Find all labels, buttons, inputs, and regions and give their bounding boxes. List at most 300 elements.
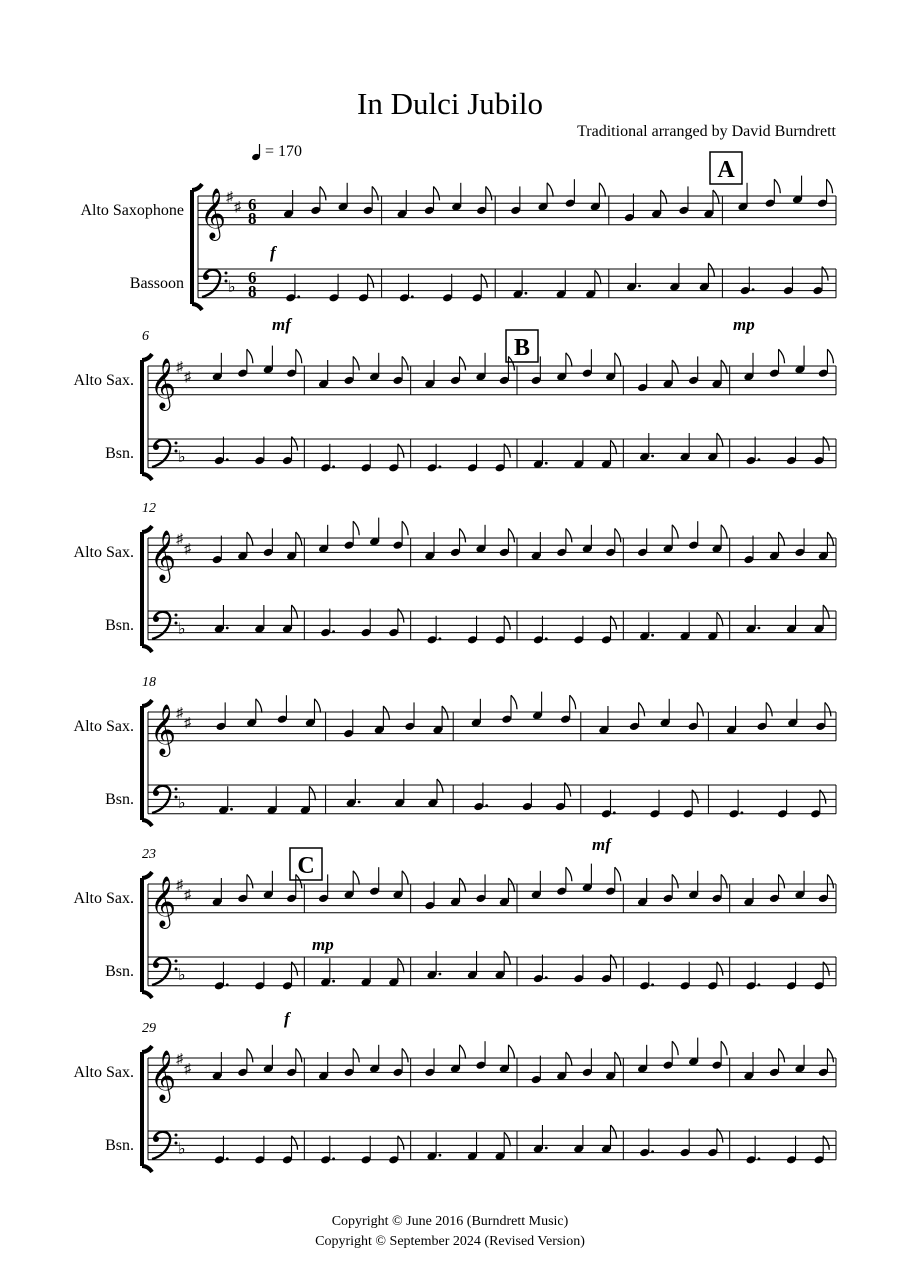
dot xyxy=(545,462,548,465)
measure-number: 6 xyxy=(142,329,149,344)
flag xyxy=(827,349,833,363)
bassoon-note xyxy=(585,270,601,299)
dot xyxy=(226,458,229,461)
flag xyxy=(256,699,262,713)
sax-note xyxy=(637,364,648,393)
dot xyxy=(758,983,761,986)
bassoon-note xyxy=(533,1125,548,1154)
bassoon-note xyxy=(573,1125,584,1154)
dot xyxy=(613,811,616,814)
bassoon-note xyxy=(680,962,691,991)
sax-note xyxy=(663,525,679,554)
bassoon-note xyxy=(556,270,567,299)
sax-note xyxy=(499,878,515,907)
sax-note xyxy=(450,878,466,907)
bassoon-note xyxy=(626,263,641,292)
treble-clef-icon: 𝄞 xyxy=(150,531,177,580)
bass-clef-dot xyxy=(153,444,159,450)
flag xyxy=(247,874,253,888)
flag xyxy=(402,521,408,535)
bassoon-note xyxy=(267,786,278,815)
sax-staff xyxy=(148,1058,836,1087)
sax-note xyxy=(794,871,805,900)
dot xyxy=(332,980,335,983)
instrument-name-sax: Alto Sax. xyxy=(73,372,134,389)
time-sig-numerator: 6 xyxy=(248,195,257,214)
dot xyxy=(525,292,528,295)
sax-note xyxy=(624,194,635,223)
bassoon-note xyxy=(394,779,405,808)
rehearsal-mark xyxy=(710,152,742,184)
treble-clef-icon: 𝄞 xyxy=(150,1051,177,1100)
flag xyxy=(615,353,621,367)
sax-note xyxy=(424,882,435,911)
sax-note xyxy=(286,532,302,561)
copyright-footer xyxy=(0,1212,900,1252)
flag xyxy=(460,878,466,892)
sax-note xyxy=(582,1048,593,1077)
sax-note xyxy=(475,353,486,382)
flag xyxy=(460,1045,466,1059)
bassoon-note xyxy=(786,962,797,991)
bass-clef-dot xyxy=(203,274,209,280)
flag xyxy=(434,186,440,200)
flag xyxy=(599,183,605,197)
sax-note xyxy=(688,356,699,385)
sharp-icon: ♯ xyxy=(184,542,191,557)
bassoon-staff xyxy=(148,439,836,468)
sax-staff xyxy=(148,538,836,567)
composer-credit: Traditional arranged by David Burndrett xyxy=(577,123,836,140)
bass-clef-dot xyxy=(175,960,178,963)
flag xyxy=(296,349,302,363)
sax-note xyxy=(246,699,262,728)
flag xyxy=(508,1045,514,1059)
dynamic-marking: f xyxy=(284,1009,290,1028)
dot xyxy=(297,295,300,298)
bassoon-note xyxy=(254,962,265,991)
flag xyxy=(309,786,315,800)
flag xyxy=(508,878,514,892)
flag xyxy=(717,612,723,626)
bassoon-note xyxy=(573,440,584,469)
flag xyxy=(827,532,833,546)
bass-clef-dot xyxy=(175,442,178,445)
bassoon-note xyxy=(328,274,339,303)
bassoon-note xyxy=(361,1136,372,1165)
sax-note xyxy=(369,353,380,382)
instrument-name-sax: Alto Sax. xyxy=(73,890,134,907)
flag xyxy=(661,190,667,204)
flag xyxy=(570,695,576,709)
sharp-icon: ♯ xyxy=(226,190,233,205)
dot xyxy=(439,465,442,468)
bassoon-note xyxy=(533,440,548,469)
sax-note xyxy=(263,871,274,900)
sax-note xyxy=(688,521,699,550)
flag xyxy=(353,1048,359,1062)
dynamic-marking: mf xyxy=(272,315,291,334)
flat-icon: ♭ xyxy=(228,279,236,296)
sax-note xyxy=(711,525,727,554)
sax-note xyxy=(532,692,543,721)
bass-clef-dot xyxy=(153,616,159,622)
flat-icon: ♭ xyxy=(178,449,186,466)
sax-note xyxy=(432,706,448,735)
sax-note xyxy=(374,706,390,735)
bassoon-note xyxy=(573,955,584,984)
flag xyxy=(383,706,389,720)
sax-note xyxy=(263,346,274,375)
dot xyxy=(439,1154,442,1157)
flag xyxy=(825,702,831,716)
sax-note xyxy=(637,1045,648,1074)
bassoon-note xyxy=(786,437,797,466)
flag xyxy=(595,270,601,284)
flag xyxy=(296,1048,302,1062)
sax-note xyxy=(794,528,805,557)
dot xyxy=(358,801,361,804)
flag xyxy=(717,433,723,447)
bassoon-note xyxy=(346,779,361,808)
dot xyxy=(332,1157,335,1160)
sax-note xyxy=(678,186,689,215)
flag xyxy=(460,528,466,542)
sax-note xyxy=(212,536,223,565)
flag xyxy=(437,779,443,793)
sax-note xyxy=(711,360,727,389)
bass-clef-dot xyxy=(153,790,159,796)
dynamic-marking: f xyxy=(270,243,276,262)
instrument-name-bassoon: Bsn. xyxy=(105,1137,134,1154)
bassoon-note xyxy=(442,274,453,303)
sax-note xyxy=(212,1052,223,1081)
time-sig-numerator: 6 xyxy=(248,268,257,287)
bassoon-note xyxy=(745,605,760,634)
instrument-name-sax: Alto Sax. xyxy=(73,544,134,561)
sax-note xyxy=(510,186,521,215)
tempo-value: = 170 xyxy=(265,143,303,160)
flag xyxy=(615,867,621,881)
treble-clef-icon: 𝄞 xyxy=(200,189,227,238)
bassoon-staff xyxy=(148,957,836,986)
bassoon-note xyxy=(814,605,830,634)
flag xyxy=(721,360,727,374)
flag xyxy=(504,1132,510,1146)
flag xyxy=(296,532,302,546)
dot xyxy=(758,458,761,461)
bassoon-note xyxy=(214,605,229,634)
bassoon-note xyxy=(680,612,691,641)
dot xyxy=(439,973,442,976)
sax-note xyxy=(590,183,606,212)
sharp-icon: ♯ xyxy=(176,706,183,721)
bassoon-note xyxy=(680,433,691,462)
instrument-name-sax: Alto Saxophone xyxy=(80,202,184,219)
flag xyxy=(508,528,514,542)
flag xyxy=(827,179,833,193)
bassoon-note xyxy=(573,616,584,645)
dot xyxy=(651,1150,654,1153)
flag xyxy=(566,528,572,542)
sharp-icon: ♯ xyxy=(184,370,191,385)
sax-note xyxy=(743,878,754,907)
instrument-name-sax: Alto Sax. xyxy=(73,718,134,735)
flag xyxy=(672,874,678,888)
sax-note xyxy=(424,1048,435,1077)
bassoon-note xyxy=(361,444,372,473)
sax-note xyxy=(531,871,542,900)
dot xyxy=(545,976,548,979)
bassoon-note xyxy=(699,263,715,292)
bassoon-note xyxy=(467,616,478,645)
flag xyxy=(611,440,617,454)
flag xyxy=(320,186,326,200)
bassoon-note xyxy=(467,1132,478,1161)
bassoon-note xyxy=(300,786,316,815)
sax-note xyxy=(743,1052,754,1081)
flag xyxy=(511,695,517,709)
flag xyxy=(779,349,785,363)
flag xyxy=(779,1048,785,1062)
bassoon-note xyxy=(254,605,265,634)
flag xyxy=(402,356,408,370)
sharp-icon: ♯ xyxy=(176,532,183,547)
dot xyxy=(651,455,654,458)
bassoon-note xyxy=(639,433,654,462)
dot xyxy=(226,983,229,986)
sax-note xyxy=(582,864,593,893)
flag xyxy=(611,1125,617,1139)
sax-note xyxy=(475,874,486,903)
flag xyxy=(372,186,378,200)
sax-note xyxy=(769,532,785,561)
bassoon-note xyxy=(361,609,372,638)
sax-note xyxy=(263,528,274,557)
bass-clef-dot xyxy=(175,614,178,617)
flag xyxy=(672,360,678,374)
sax-note xyxy=(565,179,576,208)
sax-note xyxy=(605,1052,621,1081)
instrument-name-bassoon: Bsn. xyxy=(105,445,134,462)
sax-note xyxy=(537,183,553,212)
sax-note xyxy=(369,867,380,896)
sax-note xyxy=(726,706,737,735)
flat-icon: ♭ xyxy=(178,1141,186,1158)
flag xyxy=(292,605,298,619)
time-sig-denominator: 8 xyxy=(248,209,257,228)
flag xyxy=(823,605,829,619)
bassoon-note xyxy=(254,437,265,466)
sax-note xyxy=(605,353,621,382)
dynamic-marking: mp xyxy=(312,935,334,954)
rehearsal-mark xyxy=(290,848,322,880)
sax-staff xyxy=(148,366,836,395)
sax-note xyxy=(499,1045,515,1074)
dot xyxy=(485,804,488,807)
dot xyxy=(230,808,233,811)
sax-note xyxy=(212,353,223,382)
sax-note xyxy=(212,878,223,907)
sax-note xyxy=(475,1041,486,1070)
sax-note xyxy=(283,190,294,219)
flag xyxy=(615,1052,621,1066)
flag xyxy=(721,874,727,888)
flag xyxy=(672,525,678,539)
flag xyxy=(247,349,253,363)
sax-note xyxy=(424,532,435,561)
sax-note xyxy=(688,871,699,900)
sax-note xyxy=(637,528,648,557)
sax-note xyxy=(369,1045,380,1074)
flag xyxy=(672,1041,678,1055)
bassoon-note xyxy=(786,1136,797,1165)
dot xyxy=(439,637,442,640)
sax-note xyxy=(688,1038,699,1067)
sax-note xyxy=(475,525,486,554)
rehearsal-letter: B xyxy=(513,335,531,361)
sax-note xyxy=(471,699,482,728)
sharp-icon: ♯ xyxy=(176,1052,183,1067)
dot xyxy=(332,465,335,468)
dot xyxy=(651,634,654,637)
flat-icon: ♭ xyxy=(178,621,186,638)
flag xyxy=(402,1048,408,1062)
sax-note xyxy=(598,706,609,735)
sax-note xyxy=(343,710,354,739)
flag xyxy=(314,699,320,713)
sax-note xyxy=(451,183,462,212)
flag xyxy=(566,867,572,881)
sax-note xyxy=(277,695,288,724)
bassoon-note xyxy=(522,783,533,812)
flag xyxy=(460,356,466,370)
bass-clef-dot xyxy=(153,1136,159,1142)
instrument-name-bassoon: Bassoon xyxy=(129,275,184,292)
instrument-name-sax: Alto Sax. xyxy=(73,1064,134,1081)
bassoon-note xyxy=(707,433,723,462)
sax-note xyxy=(404,702,415,731)
bassoon-note xyxy=(320,958,335,987)
flag xyxy=(247,1048,253,1062)
bassoon-note xyxy=(680,1129,691,1158)
bassoon-note xyxy=(707,612,723,641)
instrument-name-bassoon: Bsn. xyxy=(105,617,134,634)
flat-icon: ♭ xyxy=(178,967,186,984)
flag xyxy=(566,1052,572,1066)
flag xyxy=(827,874,833,888)
sax-note xyxy=(556,1052,572,1081)
sax-note xyxy=(787,699,798,728)
flag xyxy=(721,525,727,539)
flag xyxy=(697,702,703,716)
sax-note xyxy=(531,356,542,385)
flag xyxy=(708,263,714,277)
flag xyxy=(353,521,359,535)
treble-clef-icon: 𝄞 xyxy=(150,877,177,926)
flag xyxy=(639,702,645,716)
bassoon-note xyxy=(601,1125,617,1154)
bassoon-note xyxy=(388,958,404,987)
dynamic-marking: mp xyxy=(733,315,755,334)
flag xyxy=(247,532,253,546)
bassoon-note xyxy=(512,270,527,299)
sax-note xyxy=(344,871,360,900)
rehearsal-mark xyxy=(506,330,538,362)
sax-note xyxy=(305,699,321,728)
measure-number: 29 xyxy=(142,1021,156,1036)
sax-note xyxy=(582,349,593,378)
bass-clef-dot xyxy=(225,272,228,275)
treble-clef-icon: 𝄞 xyxy=(150,359,177,408)
instrument-name-bassoon: Bsn. xyxy=(105,791,134,808)
sax-note xyxy=(318,525,329,554)
rehearsal-letter: C xyxy=(297,853,315,879)
dot xyxy=(545,637,548,640)
measure-number: 18 xyxy=(142,675,156,690)
flag xyxy=(827,1048,833,1062)
dynamic-marking: mf xyxy=(592,835,611,854)
bass-clef-dot xyxy=(153,962,159,968)
flag xyxy=(486,186,492,200)
bassoon-note xyxy=(467,951,478,980)
bass-clef-dot xyxy=(175,1134,178,1137)
sax-note xyxy=(397,190,408,219)
flag xyxy=(774,179,780,193)
flat-icon: ♭ xyxy=(178,795,186,812)
dot xyxy=(226,1157,229,1160)
copyright-line-1: Copyright © June 2016 (Burndrett Music) xyxy=(331,1214,569,1229)
sax-note xyxy=(318,360,329,389)
sax-note xyxy=(263,1045,274,1074)
rehearsal-letter: A xyxy=(717,157,735,183)
dot xyxy=(741,811,744,814)
bassoon-staff xyxy=(148,785,836,814)
flag xyxy=(402,871,408,885)
sax-note xyxy=(660,699,671,728)
bassoon-note xyxy=(649,790,660,819)
dot xyxy=(332,630,335,633)
sax-note xyxy=(556,353,572,382)
sax-note xyxy=(663,360,679,389)
sax-note xyxy=(392,871,408,900)
bassoon-note xyxy=(786,605,797,634)
bassoon-note xyxy=(427,779,443,808)
flag xyxy=(779,874,785,888)
sax-note xyxy=(818,532,834,561)
bassoon-note xyxy=(777,790,788,819)
sax-note xyxy=(450,1045,466,1074)
measure-number: 12 xyxy=(142,501,156,516)
sax-note xyxy=(582,525,593,554)
sax-note xyxy=(215,702,226,731)
sharp-icon: ♯ xyxy=(176,878,183,893)
copyright-line-2: Copyright © September 2024 (Revised Version) xyxy=(315,1234,585,1249)
bassoon-note xyxy=(218,786,233,815)
instrument-name-bassoon: Bsn. xyxy=(105,963,134,980)
sax-note xyxy=(637,878,648,907)
flag xyxy=(504,951,510,965)
sax-note xyxy=(318,874,329,903)
flag xyxy=(442,706,448,720)
bassoon-note xyxy=(669,263,680,292)
sax-note xyxy=(318,1052,329,1081)
sax-note xyxy=(424,360,435,389)
dot xyxy=(545,1147,548,1150)
sax-note xyxy=(531,1056,542,1085)
bassoon-note xyxy=(601,440,617,469)
dot xyxy=(638,285,641,288)
